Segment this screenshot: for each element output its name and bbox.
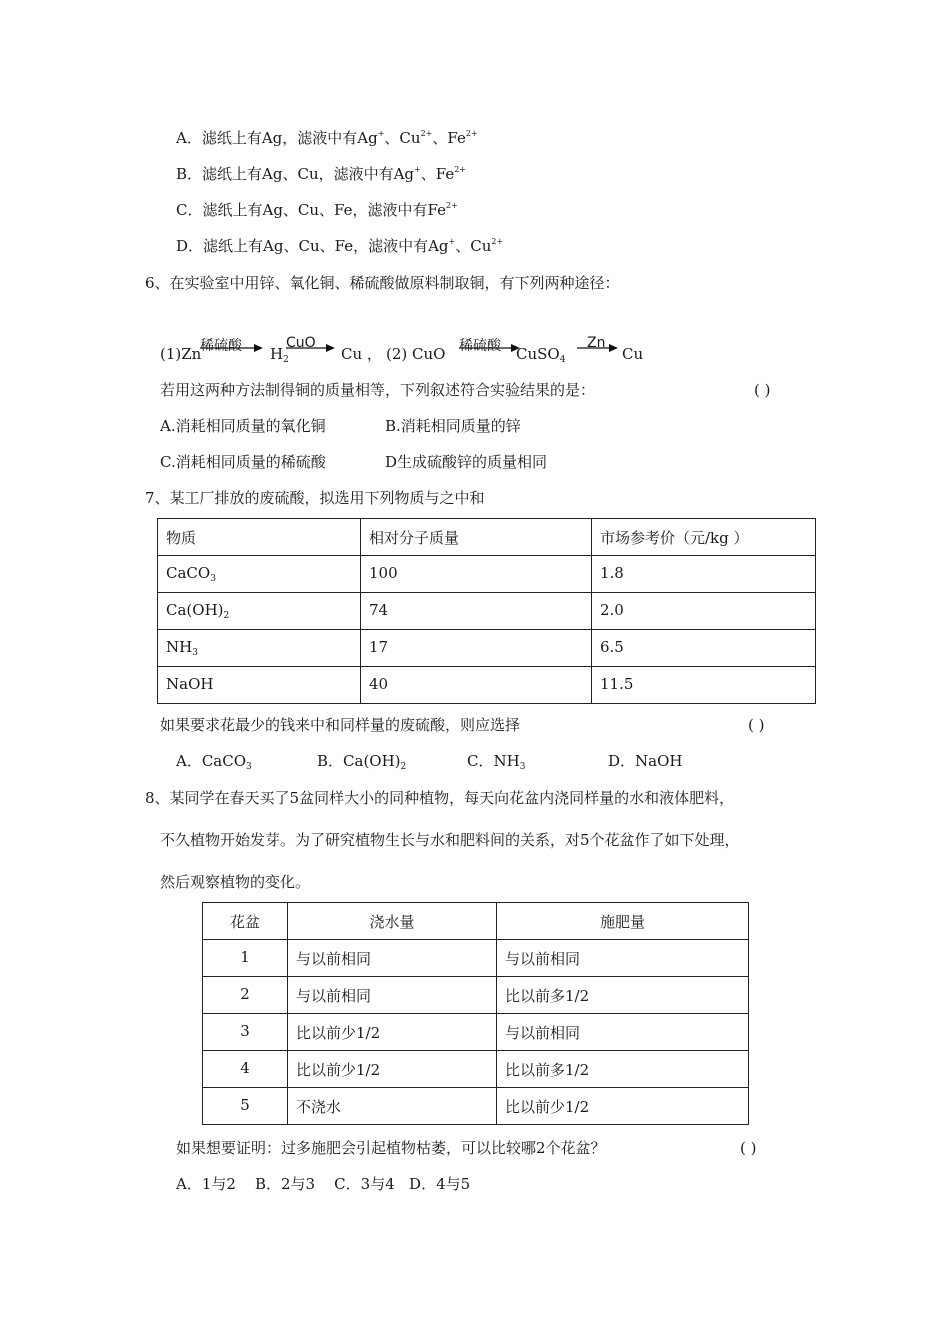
q6-route2-end: Cu	[622, 345, 644, 363]
pot-cell: 2	[203, 977, 288, 1014]
q7-option-a	[176, 751, 252, 771]
answer-paren: ( )	[754, 381, 771, 399]
reaction-arrow-icon	[286, 343, 336, 353]
reagent-label: CuO	[286, 335, 316, 351]
price-cell: 2.0	[592, 593, 816, 630]
reagent-label: 稀硫酸	[200, 338, 242, 354]
substance-cell	[158, 593, 361, 630]
formula-subscript: 3	[519, 762, 526, 772]
pot-cell: 4	[203, 1051, 288, 1088]
water-cell: 比以前少1/2	[288, 1014, 497, 1051]
option-text: 滤纸上有Ag、Cu、Fe，滤液中有Ag	[203, 237, 449, 255]
q7-table	[157, 518, 816, 704]
q7-question: 如果要求花最少的钱来中和同样量的废硫酸，则应选择	[160, 716, 521, 734]
ion-charge: +	[414, 165, 421, 174]
q7-stem: 7、某工厂排放的废硫酸，拟选用下列物质与之中和	[145, 489, 485, 507]
reagent-label: Zn	[587, 335, 606, 351]
water-cell: 不浇水	[288, 1088, 497, 1125]
substance-cell	[158, 556, 361, 593]
reaction-arrow-icon	[200, 343, 264, 353]
formula-subscript: 4	[559, 355, 566, 365]
table-row	[203, 1088, 749, 1125]
formula: Ca(OH)	[166, 601, 224, 619]
q6-route2-start: (2) CuO	[386, 345, 446, 363]
price-cell: 11.5	[592, 667, 816, 704]
mass-cell: 74	[361, 593, 592, 630]
formula: CaCO	[166, 564, 211, 582]
answer-paren: ( )	[748, 716, 765, 734]
option-text-mid: 、Cu	[384, 129, 421, 147]
table-row	[158, 667, 816, 704]
option-label: D．	[176, 237, 204, 255]
water-cell: 比以前少1/2	[288, 1051, 497, 1088]
q6-route1-end: Cu ，	[341, 345, 382, 363]
formula-subscript: 2	[283, 355, 289, 365]
table-row	[158, 593, 816, 630]
pot-cell: 3	[203, 1014, 288, 1051]
q6-stem: 6、在实验室中用锌、氧化铜、稀硫酸做原料制取铜，有下列两种途径：	[145, 274, 620, 292]
option-text: 滤纸上有Ag、Cu，滤液中有Ag	[202, 165, 415, 183]
q7-option-b	[317, 751, 406, 771]
q6-route1-start: (1)Zn	[160, 345, 202, 363]
header-cell: 花盆	[203, 903, 288, 940]
substance-cell	[158, 667, 361, 704]
option-text: 滤纸上有Ag，滤液中有Ag	[201, 129, 378, 147]
ion-charge: 2+	[465, 129, 478, 138]
table-row	[203, 977, 749, 1014]
ion-charge: 2+	[446, 201, 458, 210]
reaction-arrow-icon	[577, 343, 619, 353]
formula-subscript: 3	[192, 648, 198, 658]
formula-subscript: 3	[246, 762, 252, 772]
mass-cell: 17	[361, 630, 592, 667]
formula-subscript: 2	[400, 762, 407, 772]
q8-table	[202, 902, 749, 1125]
formula: H	[270, 345, 284, 363]
price-cell: 6.5	[592, 630, 816, 667]
mass-cell: 40	[361, 667, 592, 704]
q5-option-d	[176, 236, 503, 256]
q7-option-c	[467, 751, 525, 771]
q8-stem-line3: 然后观察植物的变化。	[160, 873, 311, 891]
header-cell: 相对分子质量	[361, 519, 592, 556]
substance-cell	[158, 630, 361, 667]
option-text-mid: 、Fe	[420, 165, 455, 183]
pot-cell: 5	[203, 1088, 288, 1125]
q6-option-a: A.消耗相同质量的氧化铜	[160, 417, 326, 435]
option-text: B．Ca(OH)	[317, 752, 401, 770]
q6-question: 若用这两种方法制得铜的质量相等，下列叙述符合实验结果的是：	[160, 381, 596, 399]
q8-stem-line1: 8、某同学在春天买了5盆同样大小的同种植物，每天向花盆内浇同样量的水和液体肥料，	[145, 789, 735, 807]
table-row	[203, 1051, 749, 1088]
option-label: A．	[176, 129, 202, 147]
q8-question: 如果想要证明：过多施肥会引起植物枯萎，可以比较哪2个花盆？	[176, 1139, 606, 1157]
option-text: A．CaCO	[176, 752, 247, 770]
q5-option-b	[176, 164, 466, 184]
table-header-row	[203, 903, 749, 940]
option-text-mid: 、Fe	[432, 129, 466, 147]
fertilizer-cell: 与以前相同	[497, 1014, 749, 1051]
header-cell: 物质	[158, 519, 361, 556]
q6-route1-arrow1	[200, 335, 264, 359]
ion-charge: 2+	[491, 237, 504, 246]
q8-options: A．1与2 B．2与3 C．3与4 D．4与5	[176, 1175, 471, 1193]
water-cell: 与以前相同	[288, 940, 497, 977]
table-row	[158, 630, 816, 667]
table-row	[203, 940, 749, 977]
option-label: B．	[176, 165, 203, 183]
formula-subscript: 3	[210, 574, 216, 584]
table-header-row	[158, 519, 816, 556]
water-cell: 与以前相同	[288, 977, 497, 1014]
fertilizer-cell: 比以前少1/2	[497, 1088, 749, 1125]
formula-subscript: 2	[223, 611, 230, 621]
table-row	[158, 556, 816, 593]
fertilizer-cell: 比以前多1/2	[497, 1051, 749, 1088]
q6-option-b: B.消耗相同质量的锌	[385, 417, 521, 435]
reagent-label: 稀硫酸	[459, 338, 501, 354]
header-cell: 施肥量	[497, 903, 749, 940]
mass-cell: 100	[361, 556, 592, 593]
q7-option-d: D．NaOH	[608, 752, 683, 770]
formula: NH	[166, 638, 193, 656]
q8-stem-line2: 不久植物开始发芽。为了研究植物生长与水和肥料间的关系，对5个花盆作了如下处理，	[160, 831, 740, 849]
option-label: C．	[176, 201, 203, 219]
ion-charge: +	[448, 237, 456, 246]
q6-route2-arrow1	[459, 335, 523, 359]
ion-charge: 2+	[454, 165, 467, 174]
option-text-mid: 、Cu	[455, 237, 492, 255]
q5-option-a	[176, 128, 478, 148]
header-cell: 浇水量	[288, 903, 497, 940]
option-text: C．NH	[467, 752, 520, 770]
option-text: 滤纸上有Ag、Cu、Fe，滤液中有Fe	[202, 201, 446, 219]
q6-option-d: D生成硫酸锌的质量相同	[385, 453, 548, 471]
fertilizer-cell: 比以前多1/2	[497, 977, 749, 1014]
answer-paren: ( )	[740, 1139, 757, 1157]
pot-cell: 1	[203, 940, 288, 977]
formula: CuSO	[516, 345, 560, 363]
q6-option-c: C.消耗相同质量的稀硫酸	[160, 453, 326, 471]
formula: NaOH	[166, 675, 214, 693]
header-cell: 市场参考价（元/kg ）	[592, 519, 816, 556]
q5-option-c	[176, 200, 458, 220]
fertilizer-cell: 与以前相同	[497, 940, 749, 977]
reaction-arrow-icon	[459, 343, 521, 353]
table-row	[203, 1014, 749, 1051]
ion-charge: 2+	[420, 129, 433, 138]
ion-charge: +	[377, 129, 385, 138]
q6-route2-cuso4	[516, 344, 565, 364]
price-cell: 1.8	[592, 556, 816, 593]
